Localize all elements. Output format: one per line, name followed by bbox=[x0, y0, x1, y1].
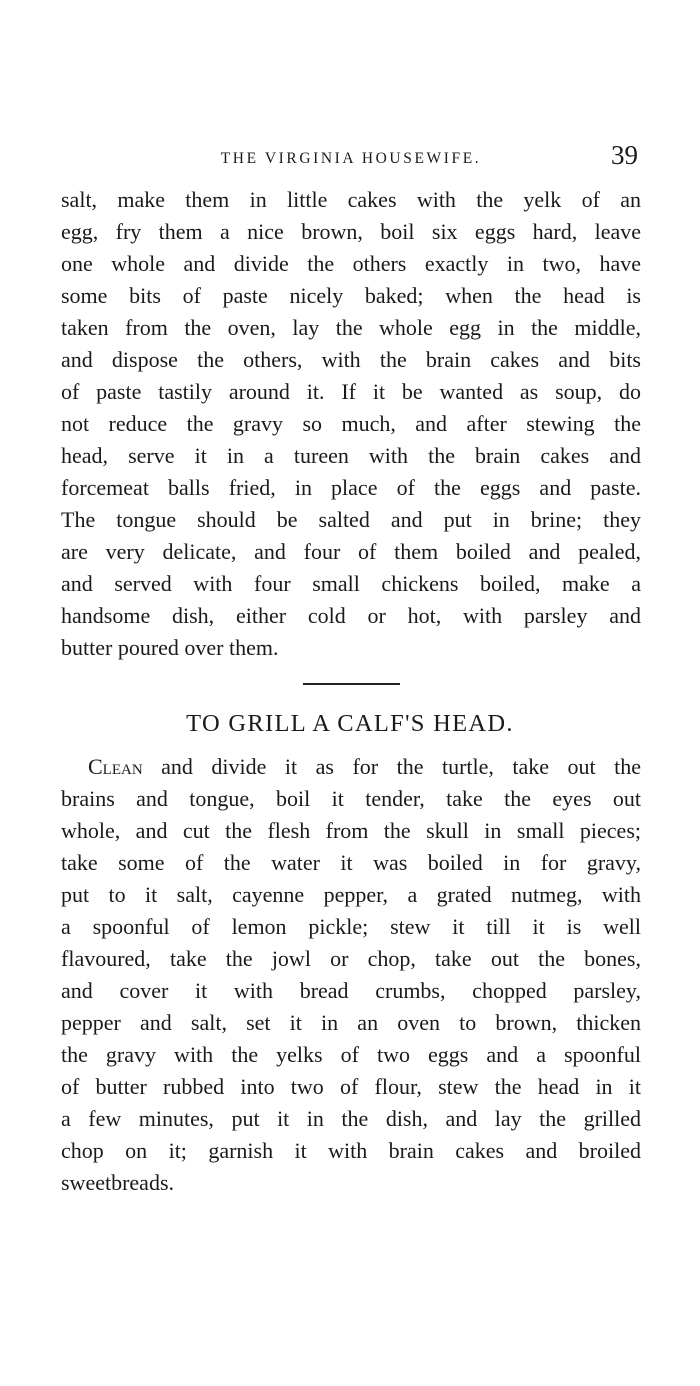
text-line: take some of the water it was boiled in for gravy, bbox=[61, 850, 641, 875]
text-line: butter poured over them. bbox=[61, 635, 279, 660]
text-line: egg, fry them a nice brown, boil six eggs hard, leave bbox=[61, 219, 641, 244]
text-line: forcemeat balls fried, in place of the eggs and paste. bbox=[61, 475, 641, 500]
page-number: 39 bbox=[611, 140, 638, 170]
first-line-text: and divide it as for the turtle, take out the bbox=[142, 754, 641, 779]
text-line: a few minutes, put it in the dish, and lay the grilled bbox=[61, 1106, 641, 1131]
text-line: sweetbreads. bbox=[61, 1170, 175, 1195]
text-line: and dispose the others, with the brain cakes and bits bbox=[61, 347, 641, 372]
text-line: of paste tastily around it. If it be wanted as soup, do bbox=[61, 379, 641, 404]
section-heading: TO GRILL A CALF'S HEAD. bbox=[186, 710, 514, 737]
text-line: brains and tongue, boil it tender, take the eyes out bbox=[61, 786, 641, 811]
text-line: the gravy with the yelks of two eggs and a spoonful bbox=[61, 1042, 641, 1067]
text-line: pepper and salt, set it in an oven to brown, thicken bbox=[61, 1010, 641, 1035]
first-text-line bbox=[88, 751, 641, 783]
text-line: whole, and cut the flesh from the skull in small pieces; bbox=[61, 818, 641, 843]
text-line: put to it salt, cayenne pepper, a grated nutmeg, with bbox=[61, 882, 641, 907]
text-line: one whole and divide the others exactly in two, have bbox=[61, 251, 641, 276]
text-line: head, serve it in a tureen with the brain cakes and bbox=[61, 443, 641, 468]
text-line: some bits of paste nicely baked; when the head is bbox=[61, 283, 641, 308]
text-line: taken from the oven, lay the whole egg in the middle, bbox=[61, 315, 641, 340]
text-line: and served with four small chickens boiled, make a bbox=[61, 571, 641, 596]
text-line: salt, make them in little cakes with the yelk of an bbox=[61, 187, 641, 212]
text-line: are very delicate, and four of them boiled and pealed, bbox=[61, 539, 641, 564]
text-line: flavoured, take the jowl or chop, take out the bones, bbox=[61, 946, 641, 971]
drop-word: Clean bbox=[88, 754, 143, 779]
section-divider bbox=[303, 683, 400, 685]
running-title: THE VIRGINIA HOUSEWIFE. bbox=[220, 150, 482, 167]
text-line: The tongue should be salted and put in brine; they bbox=[61, 507, 641, 532]
text-line: and cover it with bread crumbs, chopped parsley, bbox=[61, 978, 641, 1003]
text-line: a spoonful of lemon pickle; stew it till it is well bbox=[61, 914, 641, 939]
text-line: not reduce the gravy so much, and after stewing the bbox=[61, 411, 641, 436]
text-line: chop on it; garnish it with brain cakes and broiled bbox=[61, 1138, 641, 1163]
text-line: of butter rubbed into two of flour, stew the head in it bbox=[61, 1074, 641, 1099]
running-head bbox=[62, 140, 640, 180]
text-line: handsome dish, either cold or hot, with parsley and bbox=[61, 603, 641, 628]
